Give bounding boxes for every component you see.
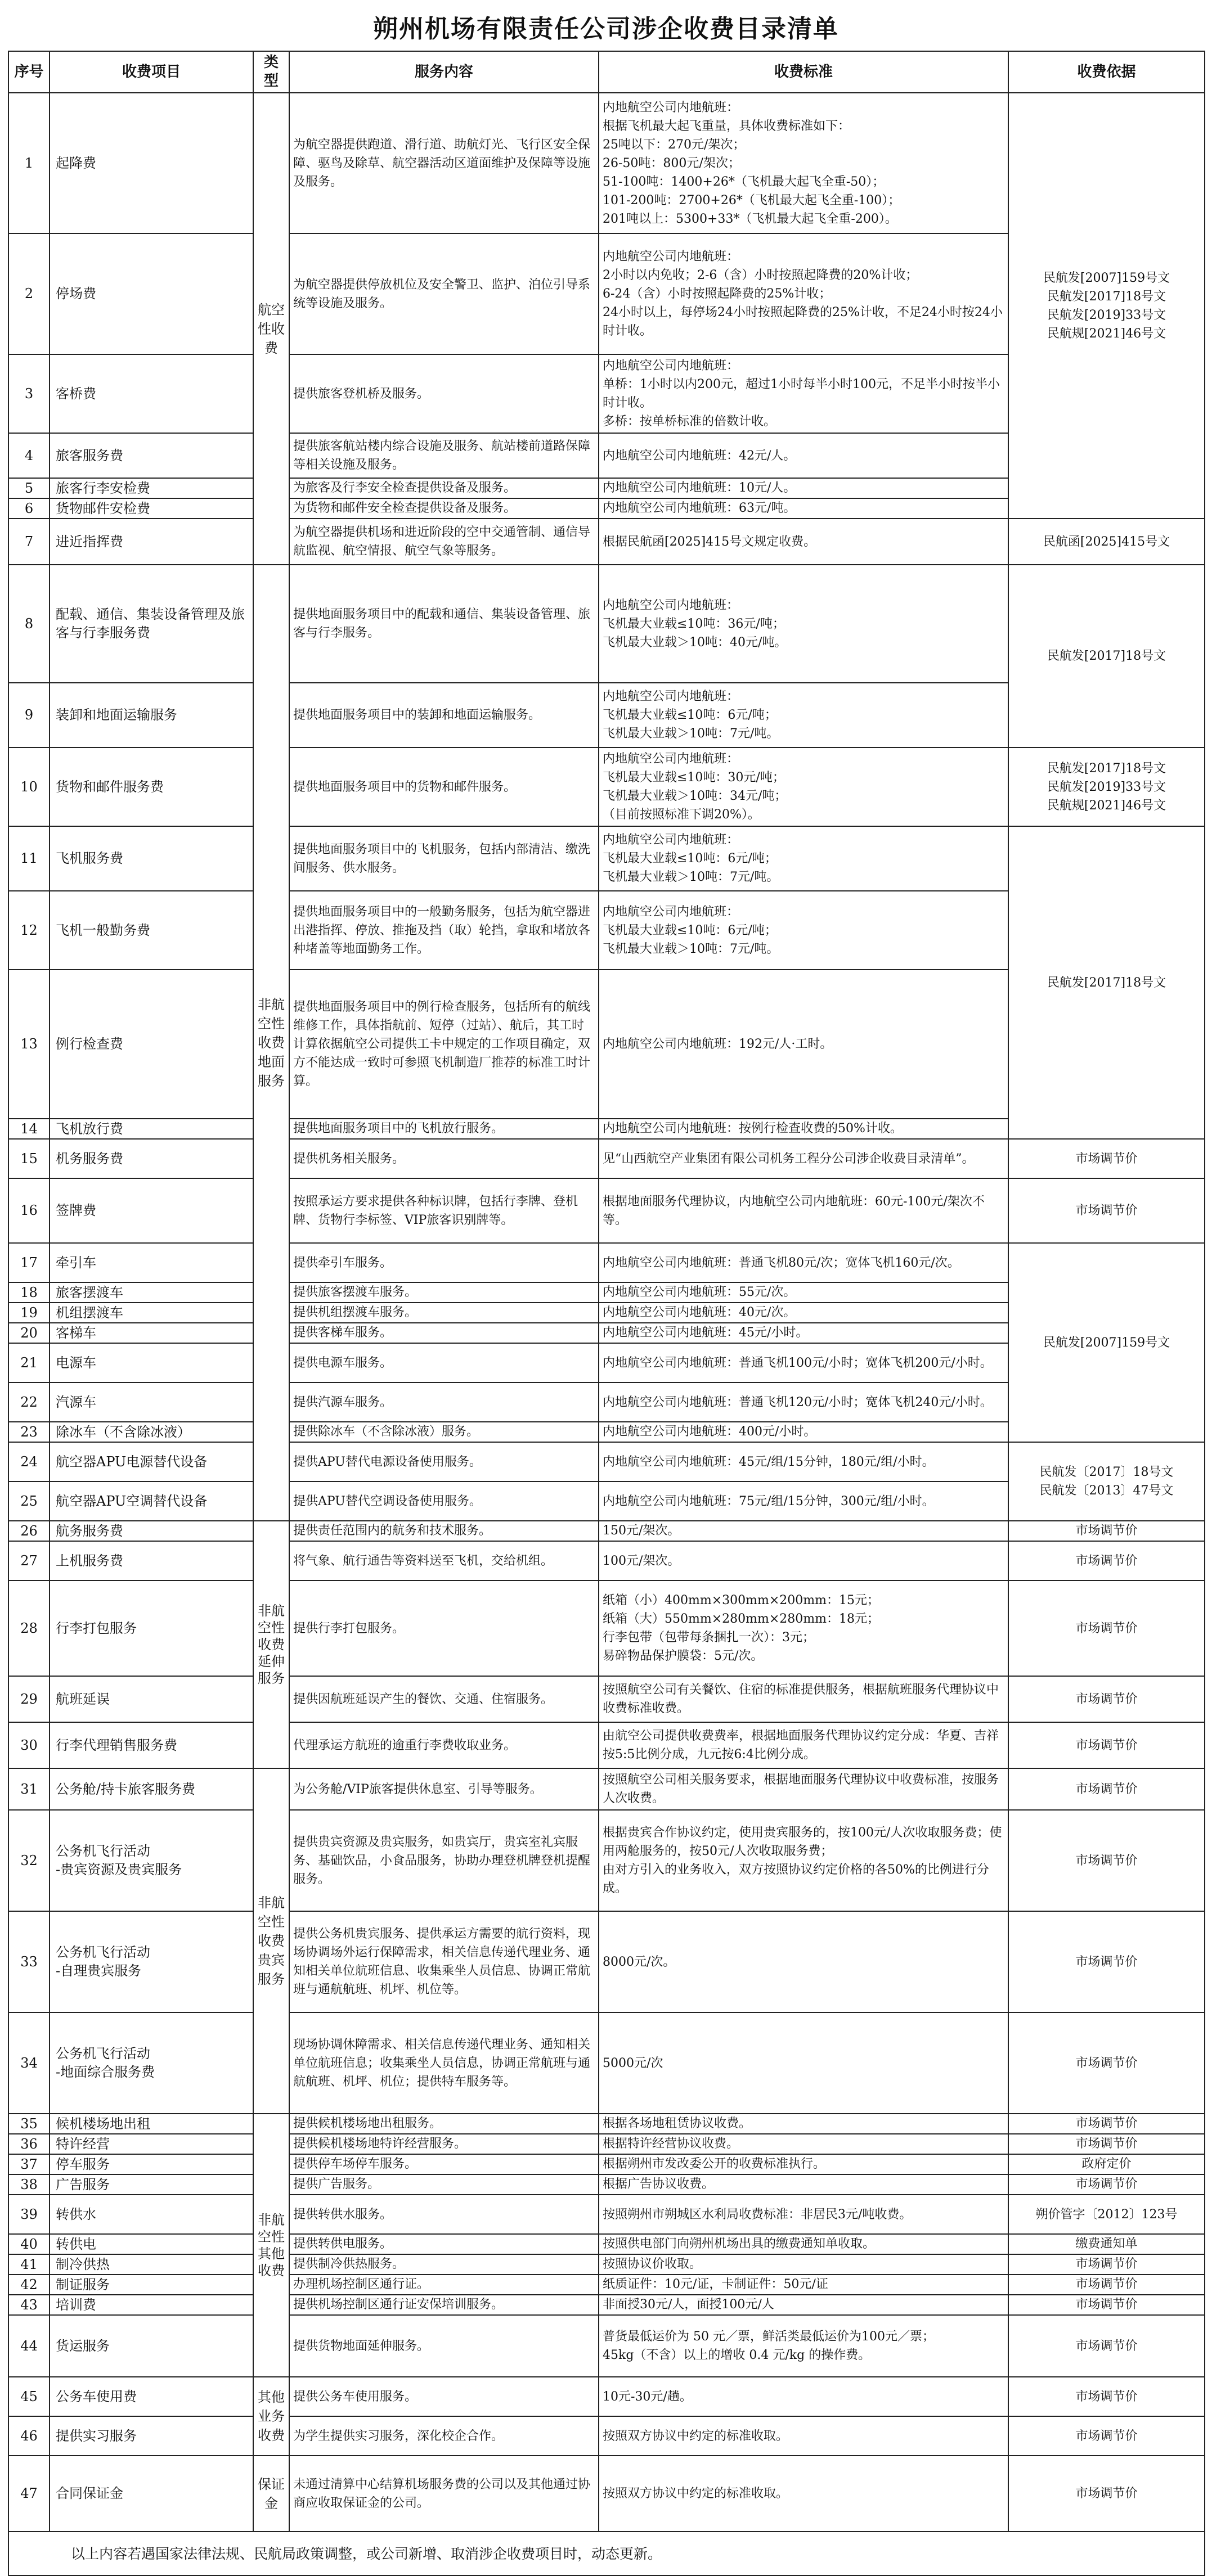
table-row [8, 1676, 1205, 1722]
fee-item: 飞机服务费 [50, 826, 253, 891]
fee-item: 提供实习服务 [50, 2416, 253, 2456]
fee-standard: 内地航空公司内地航班： 2小时以内免收；2-6（含）小时按照起降费的20%计收； 6-24（含）小时按照起降费的25%计收； 24小时以上，每停场24小时按照起降费的25%计收，不足24小时按24小时计收。 [599, 233, 1008, 354]
fee-standard: 5000元/次 [599, 2012, 1008, 2114]
fee-item: 装卸和地面运输服务 [50, 683, 253, 747]
fee-standard: 按照航空公司有关餐饮、住宿的标准提供服务，根据航班服务代理协议中收费标准收费。 [599, 1676, 1008, 1722]
table-row [8, 565, 1205, 683]
row-number: 15 [8, 1139, 50, 1178]
table-row [8, 2234, 1205, 2254]
fee-basis: 市场调节价 [1008, 1580, 1205, 1676]
fee-basis: 市场调节价 [1008, 1139, 1205, 1178]
fee-item: 转供水 [50, 2195, 253, 2234]
row-number: 11 [8, 826, 50, 891]
fee-standard: 内地航空公司内地航班： 飞机最大业载≤10吨：30元/吨； 飞机最大业载＞10吨：34元/吨； （目前按照标准下调20%）。 [599, 747, 1008, 826]
fee-item: 制证服务 [50, 2275, 253, 2295]
service-content: 提供机务相关服务。 [289, 1139, 599, 1178]
fee-item: 转供电 [50, 2234, 253, 2254]
fee-item: 航务服务费 [50, 1521, 253, 1541]
fee-type: 航空性收费 [253, 93, 289, 565]
fee-basis: 民航发[2017]18号文 民航发[2019]33号文 民航规[2021]46号文 [1008, 747, 1205, 826]
fee-basis: 缴费通知单 [1008, 2234, 1205, 2254]
fee-item: 客桥费 [50, 354, 253, 433]
fee-standard: 内地航空公司内地航班：普通飞机80元/次；宽体飞机160元/次。 [599, 1243, 1008, 1282]
header-content: 服务内容 [289, 51, 599, 93]
service-content: 提供除冰车（不含除冰液）服务。 [289, 1422, 599, 1442]
table-row [8, 2195, 1205, 2234]
row-number: 8 [8, 565, 50, 683]
fee-standard: 根据地面服务代理协议，内地航空公司内地航班：60元-100元/架次不等。 [599, 1178, 1008, 1243]
fee-standard: 由航空公司提供收费费率，根据地面服务代理协议约定分成：华夏、吉祥按5:5比例分成，九元按6:4比例分成。 [599, 1722, 1008, 1768]
row-number: 35 [8, 2114, 50, 2134]
fee-standard: 内地航空公司内地航班：45元/组/15分钟，180元/组/小时。 [599, 1442, 1008, 1481]
header-basis: 收费依据 [1008, 51, 1205, 93]
fee-standard: 内地航空公司内地航班：400元/小时。 [599, 1422, 1008, 1442]
fee-item: 旅客服务费 [50, 433, 253, 478]
fee-basis: 市场调节价 [1008, 1676, 1205, 1722]
fee-item: 航空器APU电源替代设备 [50, 1442, 253, 1481]
row-number: 4 [8, 433, 50, 478]
fee-item: 机务服务费 [50, 1139, 253, 1178]
fee-standard: 内地航空公司内地航班：55元/次。 [599, 1282, 1008, 1303]
row-number: 14 [8, 1119, 50, 1139]
row-number: 6 [8, 498, 50, 519]
row-number: 42 [8, 2275, 50, 2295]
fee-standard: 按照双方协议中约定的标准收取。 [599, 2416, 1008, 2456]
header-no: 序号 [8, 51, 50, 93]
row-number: 31 [8, 1768, 50, 1810]
service-content: 为航空器提供机场和进近阶段的空中交通管制、通信导航监视、航空情报、航空气象等服务。 [289, 519, 599, 565]
document-title: 朔州机场有限责任公司涉企收费目录清单 [373, 15, 839, 43]
table-row [8, 2295, 1205, 2315]
fee-standard: 根据特许经营协议收费。 [599, 2134, 1008, 2154]
row-number: 43 [8, 2295, 50, 2315]
fee-standard: 根据广告协议收费。 [599, 2174, 1008, 2195]
fee-basis: 市场调节价 [1008, 2012, 1205, 2114]
fee-item: 公务机飞行活动 -自理贵宾服务 [50, 1911, 253, 2012]
fee-item: 客梯车 [50, 1323, 253, 1343]
table-row [8, 1580, 1205, 1676]
fee-item: 货物邮件安检费 [50, 498, 253, 519]
service-content: 提供停车场停车服务。 [289, 2154, 599, 2174]
row-number: 12 [8, 891, 50, 970]
row-number: 30 [8, 1722, 50, 1768]
fee-standard: 内地航空公司内地航班：45元/小时。 [599, 1323, 1008, 1343]
row-number: 22 [8, 1382, 50, 1422]
table-row [8, 1178, 1205, 1243]
fee-standard: 内地航空公司内地航班： 根据飞机最大起飞重量，具体收费标准如下： 25吨以下：270元/架次； 26-50吨：800元/架次； 51-100吨：1400+26*（飞机最大起飞全重-50）； 101-200吨：2700+26*（飞机最大起飞全重-100）； 201吨以上：5300+33*（飞机最大起飞全重-200）。 [599, 93, 1008, 233]
row-number: 1 [8, 93, 50, 233]
fee-item: 行李代理销售服务费 [50, 1722, 253, 1768]
fee-item: 配载、通信、集装设备管理及旅客与行李服务费 [50, 565, 253, 683]
table-row [8, 2275, 1205, 2295]
fee-standard: 内地航空公司内地航班：192元/人·工时。 [599, 970, 1008, 1119]
service-content: 提供因航班延误产生的餐饮、交通、住宿服务。 [289, 1676, 599, 1722]
fee-item: 广告服务 [50, 2174, 253, 2195]
service-content: 为航空器提供停放机位及安全警卫、监护、泊位引导系统等设施及服务。 [289, 233, 599, 354]
fee-basis: 市场调节价 [1008, 2377, 1205, 2416]
service-content: 提供客梯车服务。 [289, 1323, 599, 1343]
fee-standard: 150元/架次。 [599, 1521, 1008, 1541]
fee-standard: 内地航空公司内地航班：按例行检查收费的50%计收。 [599, 1119, 1008, 1139]
table-row [8, 519, 1205, 565]
service-content: 提供地面服务项目中的飞机服务，包括内部清洁、缴洗间服务、供水服务。 [289, 826, 599, 891]
row-number: 9 [8, 683, 50, 747]
row-number: 41 [8, 2254, 50, 2275]
row-number: 16 [8, 1178, 50, 1243]
row-number: 39 [8, 2195, 50, 2234]
fee-basis: 市场调节价 [1008, 1911, 1205, 2012]
fee-item: 公务机飞行活动 -贵宾资源及贵宾服务 [50, 1810, 253, 1911]
service-content: 提供电源车服务。 [289, 1343, 599, 1382]
table-row [8, 747, 1205, 826]
fee-basis: 市场调节价 [1008, 2275, 1205, 2295]
service-content: 提供APU替代电源设备使用服务。 [289, 1442, 599, 1481]
service-content: 将气象、航行通告等资料送至飞机，交给机组。 [289, 1541, 599, 1580]
fee-type: 非航空性收费延伸服务 [253, 1521, 289, 1768]
service-content: 提供公务车使用服务。 [289, 2377, 599, 2416]
service-content: 提供制冷供热服务。 [289, 2254, 599, 2275]
service-content: 提供旅客航站楼内综合设施及服务、航站楼前道路保障等相关设施及服务。 [289, 433, 599, 478]
service-content: 提供地面服务项目中的一般勤务服务，包括为航空器进出港指挥、停放、推拖及挡（取）轮挡，拿取和堵放各种堵盖等地面勤务工作。 [289, 891, 599, 970]
table-row [8, 1722, 1205, 1768]
fee-basis: 市场调节价 [1008, 1768, 1205, 1810]
service-content: 提供机场控制区通行证安保培训服务。 [289, 2295, 599, 2315]
fee-standard: 8000元/次。 [599, 1911, 1008, 2012]
fee-basis: 民航发〔2017〕18号文 民航发〔2013〕47号文 [1008, 1442, 1205, 1521]
row-number: 19 [8, 1303, 50, 1323]
row-number: 28 [8, 1580, 50, 1676]
service-content: 现场协调休障需求、相关信息传递代理业务、通知相关单位航班信息；收集乘坐人员信息，协调正常航班与通航航班、机坪、机位；提供特车服务等。 [289, 2012, 599, 2114]
service-content: 提供地面服务项目中的装卸和地面运输服务。 [289, 683, 599, 747]
row-number: 25 [8, 1481, 50, 1521]
service-content: 按照承运方要求提供各种标识牌，包括行李牌、登机牌、货物行李标签、VIP旅客识别牌等。 [289, 1178, 599, 1243]
row-number: 2 [8, 233, 50, 354]
row-number: 20 [8, 1323, 50, 1343]
fee-basis: 市场调节价 [1008, 2254, 1205, 2275]
fee-standard: 内地航空公司内地航班：75元/组/15分钟，300元/组/小时。 [599, 1481, 1008, 1521]
fee-item: 停场费 [50, 233, 253, 354]
fee-standard: 内地航空公司内地航班： 飞机最大业载≤10吨：36元/吨； 飞机最大业载＞10吨：40元/吨。 [599, 565, 1008, 683]
service-content: 提供旅客登机桥及服务。 [289, 354, 599, 433]
table-row [8, 1442, 1205, 1481]
fee-basis: 市场调节价 [1008, 1521, 1205, 1541]
fee-standard: 纸箱（小）400mm×300mm×200mm：15元； 纸箱（大）550mm×280mm×280mm：18元； 行李包带（包带每条捆扎一次）：3元； 易碎物品保护膜袋：5元/次。 [599, 1580, 1008, 1676]
table-row [8, 826, 1205, 891]
service-content: 为旅客及行李安全检查提供设备及服务。 [289, 478, 599, 498]
service-content: 提供地面服务项目中的货物和邮件服务。 [289, 747, 599, 826]
row-number: 13 [8, 970, 50, 1119]
fee-item: 制冷供热 [50, 2254, 253, 2275]
fee-item: 候机楼场地出租 [50, 2114, 253, 2134]
fee-standard: 根据民航函[2025]415号文规定收费。 [599, 519, 1008, 565]
fee-item: 签牌费 [50, 1178, 253, 1243]
table-row [8, 2416, 1205, 2456]
table-row [8, 1768, 1205, 1810]
fee-item: 旅客行李安检费 [50, 478, 253, 498]
fee-item: 货运服务 [50, 2315, 253, 2377]
table-row [8, 1521, 1205, 1541]
fee-basis: 市场调节价 [1008, 2114, 1205, 2134]
service-content: 提供候机楼场地出租服务。 [289, 2114, 599, 2134]
fee-standard: 内地航空公司内地航班：普通飞机120元/小时；宽体飞机240元/小时。 [599, 1382, 1008, 1422]
fee-standard: 纸质证件：10元/证，卡制证件：50元/证 [599, 2275, 1008, 2295]
table-row [8, 2114, 1205, 2134]
fee-item: 公务舱/持卡旅客服务费 [50, 1768, 253, 1810]
row-number: 45 [8, 2377, 50, 2416]
fee-item: 公务机飞行活动 -地面综合服务费 [50, 2012, 253, 2114]
fee-item: 例行检查费 [50, 970, 253, 1119]
fee-basis: 市场调节价 [1008, 1722, 1205, 1768]
fee-table [8, 51, 1205, 2576]
fee-standard: 内地航空公司内地航班： 飞机最大业载≤10吨：6元/吨； 飞机最大业载＞10吨：7元/吨。 [599, 826, 1008, 891]
fee-standard: 内地航空公司内地航班：42元/人。 [599, 433, 1008, 478]
row-number: 21 [8, 1343, 50, 1382]
row-number: 7 [8, 519, 50, 565]
fee-basis: 市场调节价 [1008, 2456, 1205, 2532]
fee-standard: 10元-30元/趟。 [599, 2377, 1008, 2416]
row-number: 46 [8, 2416, 50, 2456]
fee-standard: 根据各场地租赁协议收费。 [599, 2114, 1008, 2134]
header-row [8, 51, 1205, 93]
fee-standard: 100元/架次。 [599, 1541, 1008, 1580]
fee-item: 机组摆渡车 [50, 1303, 253, 1323]
fee-item: 飞机放行费 [50, 1119, 253, 1139]
service-content: 未通过清算中心结算机场服务费的公司以及其他通过协商应收取保证金的公司。 [289, 2456, 599, 2532]
fee-table-body [8, 93, 1205, 2575]
row-number: 47 [8, 2456, 50, 2532]
fee-standard: 根据贵宾合作协议约定，使用贵宾服务的，按100元/人次收取服务费；使用两舱服务的，按50元/人次收取服务费； 由对方引入的业务收入，双方按照协议约定价格的各50%的比例进行分成。 [599, 1810, 1008, 1911]
fee-standard: 内地航空公司内地航班：普通飞机100元/小时；宽体飞机200元/小时。 [599, 1343, 1008, 1382]
fee-basis: 市场调节价 [1008, 1541, 1205, 1580]
table-row [8, 2174, 1205, 2195]
fee-item: 合同保证金 [50, 2456, 253, 2532]
table-row [8, 2377, 1205, 2416]
fee-basis: 民航发[2007]159号文 民航发[2017]18号文 民航发[2019]33号文 民航规[2021]46号文 [1008, 93, 1205, 519]
fee-standard: 根据朔州市发改委公开的收费标准执行。 [599, 2154, 1008, 2174]
service-content: 提供汽源车服务。 [289, 1382, 599, 1422]
table-row [8, 2134, 1205, 2154]
fee-standard: 内地航空公司内地航班：10元/人。 [599, 478, 1008, 498]
fee-standard: 按照协议价收取。 [599, 2254, 1008, 2275]
fee-standard: 按照双方协议中约定的标准收取。 [599, 2456, 1008, 2532]
table-row [8, 1541, 1205, 1580]
fee-item: 旅客摆渡车 [50, 1282, 253, 1303]
fee-type: 其他业务收费 [253, 2377, 289, 2456]
fee-standard: 内地航空公司内地航班：63元/吨。 [599, 498, 1008, 519]
service-content: 为公务舱/VIP旅客提供休息室、引导等服务。 [289, 1768, 599, 1810]
footer-row [8, 2532, 1205, 2575]
service-content: 提供转供水服务。 [289, 2195, 599, 2234]
fee-item: 培训费 [50, 2295, 253, 2315]
fee-basis: 市场调节价 [1008, 2295, 1205, 2315]
header-item: 收费项目 [50, 51, 253, 93]
fee-basis: 市场调节价 [1008, 1810, 1205, 1911]
row-number: 34 [8, 2012, 50, 2114]
fee-standard: 普货最低运价为 50 元／票，鲜活类最低运价为100元／票； 45kg（不含）以上的增收 0.4 元/kg 的操作费。 [599, 2315, 1008, 2377]
row-number: 44 [8, 2315, 50, 2377]
row-number: 32 [8, 1810, 50, 1911]
service-content: 为学生提供实习服务，深化校企合作。 [289, 2416, 599, 2456]
table-row [8, 1911, 1205, 2012]
fee-basis: 民航发[2017]18号文 [1008, 565, 1205, 747]
fee-standard: 见“山西航空产业集团有限公司机务工程分公司涉企收费目录清单”。 [599, 1139, 1008, 1178]
fee-standard: 非面授30元/人，面授100元/人 [599, 2295, 1008, 2315]
fee-standard: 按照朔州市朔城区水利局收费标准：非居民3元/吨收费。 [599, 2195, 1008, 2234]
service-content: 提供广告服务。 [289, 2174, 599, 2195]
row-number: 3 [8, 354, 50, 433]
service-content: 提供旅客摆渡车服务。 [289, 1282, 599, 1303]
fee-basis: 民航发[2017]18号文 [1008, 826, 1205, 1139]
row-number: 38 [8, 2174, 50, 2195]
fee-type: 非航空性收费地面服务 [253, 565, 289, 1521]
header-standard: 收费标准 [599, 51, 1008, 93]
table-row [8, 2154, 1205, 2174]
fee-type: 非航空性其他收费 [253, 2114, 289, 2377]
fee-item: 牵引车 [50, 1243, 253, 1282]
fee-standard: 内地航空公司内地航班：40元/次。 [599, 1303, 1008, 1323]
table-row [8, 1810, 1205, 1911]
fee-item: 公务车使用费 [50, 2377, 253, 2416]
table-row [8, 1139, 1205, 1178]
fee-standard: 按照供电部门向朔州机场出具的缴费通知单收取。 [599, 2234, 1008, 2254]
fee-basis: 民航发[2007]159号文 [1008, 1243, 1205, 1442]
table-row [8, 93, 1205, 233]
service-content: 提供行李打包服务。 [289, 1580, 599, 1676]
row-number: 29 [8, 1676, 50, 1722]
fee-basis: 市场调节价 [1008, 2174, 1205, 2195]
row-number: 27 [8, 1541, 50, 1580]
table-row [8, 1243, 1205, 1282]
table-row [8, 2254, 1205, 2275]
header-type: 类型 [253, 51, 289, 93]
fee-basis: 朔价管字〔2012〕123号 [1008, 2195, 1205, 2234]
row-number: 33 [8, 1911, 50, 2012]
service-content: 提供地面服务项目中的例行检查服务，包括所有的航线维修工作，具体指航前、短停（过站）、航后，其工时计算依据航空公司提供工卡中规定的工作项目确定，双方不能达成一致时可参照飞机制造厂推荐的标准工时计算。 [289, 970, 599, 1119]
service-content: 提供地面服务项目中的配载和通信、集装设备管理、旅客与行李服务。 [289, 565, 599, 683]
row-number: 37 [8, 2154, 50, 2174]
fee-standard: 内地航空公司内地航班： 飞机最大业载≤10吨：6元/吨； 飞机最大业载＞10吨：7元/吨。 [599, 683, 1008, 747]
footer-note: 以上内容若遇国家法律法规、民航局政策调整，或公司新增、取消涉企收费项目时，动态更新。 [8, 2532, 1205, 2575]
fee-type: 保证金 [253, 2456, 289, 2532]
fee-type: 非航空性收费贵宾服务 [253, 1768, 289, 2114]
service-content: 提供公务机贵宾服务、提供承运方需要的航行资料，现场协调场外运行保障需求，相关信息传递代理业务、通知相关单位航班信息、收集乘坐人员信息、协调正常航班与通航航班、机坪、机位等。 [289, 1911, 599, 2012]
service-content: 提供候机楼场地特许经营服务。 [289, 2134, 599, 2154]
fee-item: 航空器APU空调替代设备 [50, 1481, 253, 1521]
fee-standard: 内地航空公司内地航班： 单桥：1小时以内200元，超过1小时每半小时100元，不足半小时按半小时计收。 多桥：按单桥标准的倍数计收。 [599, 354, 1008, 433]
service-content: 提供贵宾资源及贵宾服务，如贵宾厅，贵宾室礼宾服务、基础饮品，小食品服务，协助办理登机牌登机提醒服务。 [289, 1810, 599, 1911]
fee-basis: 市场调节价 [1008, 1178, 1205, 1243]
row-number: 10 [8, 747, 50, 826]
fee-basis: 市场调节价 [1008, 2416, 1205, 2456]
fee-item: 电源车 [50, 1343, 253, 1382]
service-content: 提供机组摆渡车服务。 [289, 1303, 599, 1323]
row-number: 26 [8, 1521, 50, 1541]
fee-standard: 内地航空公司内地航班： 飞机最大业载≤10吨：6元/吨； 飞机最大业载＞10吨：7元/吨。 [599, 891, 1008, 970]
service-content: 提供地面服务项目中的飞机放行服务。 [289, 1119, 599, 1139]
table-row [8, 2456, 1205, 2532]
service-content: 提供转供电服务。 [289, 2234, 599, 2254]
row-number: 24 [8, 1442, 50, 1481]
service-content: 提供责任范围内的航务和技术服务。 [289, 1521, 599, 1541]
fee-standard: 按照航空公司相关服务要求，根据地面服务代理协议中收费标准，按服务人次收费。 [599, 1768, 1008, 1810]
service-content: 提供货物地面延伸服务。 [289, 2315, 599, 2377]
fee-basis: 市场调节价 [1008, 2315, 1205, 2377]
fee-item: 汽源车 [50, 1382, 253, 1422]
row-number: 18 [8, 1282, 50, 1303]
fee-item: 上机服务费 [50, 1541, 253, 1580]
service-content: 为货物和邮件安全检查提供设备及服务。 [289, 498, 599, 519]
fee-item: 特许经营 [50, 2134, 253, 2154]
fee-item: 停车服务 [50, 2154, 253, 2174]
fee-item: 飞机一般勤务费 [50, 891, 253, 970]
fee-item: 行李打包服务 [50, 1580, 253, 1676]
row-number: 36 [8, 2134, 50, 2154]
row-number: 23 [8, 1422, 50, 1442]
service-content: 提供APU替代空调设备使用服务。 [289, 1481, 599, 1521]
fee-item: 起降费 [50, 93, 253, 233]
table-row [8, 2012, 1205, 2114]
service-content: 办理机场控制区通行证。 [289, 2275, 599, 2295]
table-row [8, 2315, 1205, 2377]
fee-item: 除冰车（不含除冰液） [50, 1422, 253, 1442]
fee-item: 进近指挥费 [50, 519, 253, 565]
service-content: 为航空器提供跑道、滑行道、助航灯光、飞行区安全保障、驱鸟及除草、航空器活动区道面维护及保障等设施及服务。 [289, 93, 599, 233]
row-number: 40 [8, 2234, 50, 2254]
service-content: 提供牵引车服务。 [289, 1243, 599, 1282]
row-number: 17 [8, 1243, 50, 1282]
fee-item: 货物和邮件服务费 [50, 747, 253, 826]
row-number: 5 [8, 478, 50, 498]
fee-basis: 民航函[2025]415号文 [1008, 519, 1205, 565]
fee-basis: 政府定价 [1008, 2154, 1205, 2174]
fee-basis: 市场调节价 [1008, 2134, 1205, 2154]
service-content: 代理承运方航班的逾重行李费收取业务。 [289, 1722, 599, 1768]
fee-item: 航班延误 [50, 1676, 253, 1722]
